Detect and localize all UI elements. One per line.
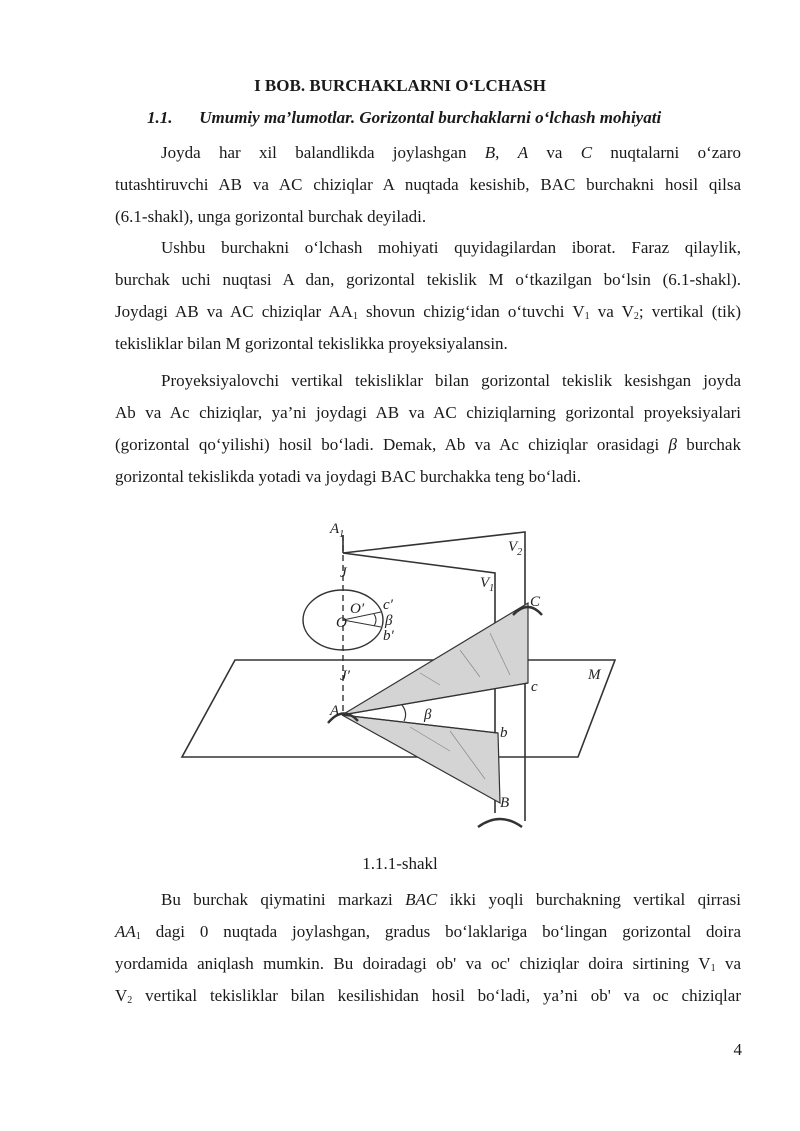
- label-a1: $A_1$: [330, 521, 345, 540]
- label-v1: $V_1$: [480, 575, 495, 594]
- paragraph-line: Ab va Ac chiziqlar, ya’ni joydagi AB va AC chiziqlarning gorizontal proyeksiyalari: [115, 403, 741, 422]
- paragraph-line: gorizontal tekislikda yotadi va joydagi BAC burchakka teng bo‘ladi.: [115, 467, 581, 486]
- beta-angle-arc: [402, 705, 406, 721]
- paragraph-2: [115, 232, 741, 360]
- label-c-lower: c: [531, 679, 538, 695]
- label-beta-bottom: β: [424, 707, 432, 723]
- paragraph-line: Joyda har xil balandlikda joylashgan B, A va C nuqtalarni o‘zaro: [161, 143, 741, 162]
- triangle-abb: [342, 715, 500, 803]
- label-o-prime: O′: [350, 601, 365, 617]
- label-j-prime: J′: [340, 668, 350, 684]
- circle-beta-arc: [374, 614, 376, 626]
- paragraph-line: Proyeksiyalovchi vertikal tekisliklar bilan gorizontal tekislik kesishgan joyda: [161, 371, 741, 390]
- figure-1-1-1: [170, 515, 620, 835]
- paragraph-line: $V_2$ vertikal tekisliklar bilan kesilishidan hosil bo‘ladi, ya’ni ob' va oc chiziqlar: [115, 986, 741, 1006]
- section-number: 1.1.: [147, 108, 173, 127]
- paragraph-line: Bu burchak qiymatini markazi BAC ikki yoqli burchakning vertikal qirrasi: [161, 890, 742, 909]
- figure-caption: 1.1.1-shakl: [362, 854, 438, 873]
- paragraph-line: $AA_1$ dagi 0 nuqtada joylashgan, gradus bo‘laklariga bo‘lingan gorizontal doira: [115, 922, 741, 942]
- paragraph-line: tekisliklar bilan M gorizontal tekislikka proyeksiyalansin.: [115, 334, 508, 353]
- paragraph-line: yordamida aniqlash mumkin. Bu doiradagi ob' va oc' chiziqlar doira sirtining $V_1$ va: [115, 954, 742, 974]
- triangle-acc: [342, 603, 528, 715]
- paragraph-line: (6.1-shakl), unga gorizontal burchak deyiladi.: [115, 207, 427, 226]
- label-j: J: [340, 565, 347, 581]
- paragraph-1: [115, 137, 741, 233]
- label-b: B: [500, 795, 510, 811]
- label-c: C: [530, 594, 541, 610]
- paragraph-line: Joydagi AB va AC chiziqlar $AA_1$ shovun chizig‘idan o‘tuvchi $V_1$ va $V_2$; vertikal (tik): [115, 302, 741, 322]
- paragraph-line: tutashtiruvchi AB va AC chiziqlar A nuqtada kesishib, BAC burchakni hosil qilsa: [115, 175, 741, 194]
- page-number: 4: [733, 1040, 742, 1059]
- paragraph-line: burchak uchi nuqtasi A dan, gorizontal tekislik M o‘tkazilgan bo‘lsin (6.1-shakl).: [115, 270, 741, 289]
- paragraph-line: Ushbu burchakni o‘lchash mohiyati quyidagilardan iborat. Faraz qilaylik,: [161, 238, 741, 257]
- label-b-lower: b: [500, 725, 508, 741]
- label-a: A: [330, 703, 340, 719]
- chapter-title: I BOB. BURCHAKLARNI O‘LCHASH: [254, 76, 546, 95]
- label-c-prime: c′: [383, 597, 393, 613]
- ground-symbol-b: [478, 819, 522, 827]
- paragraph-4: [115, 884, 741, 1012]
- section-title: Umumiy ma’lumotlar. Gorizontal burchaklarni o‘lchash mohiyati: [199, 108, 662, 127]
- paragraph-line: (gorizontal qo‘yilishi) hosil bo‘ladi. Demak, Ab va Ac chiziqlar orasidagi β burchak: [115, 435, 741, 454]
- label-v2: $V_2$: [508, 539, 523, 558]
- label-m: M: [588, 667, 601, 683]
- label-beta-top: β: [385, 613, 393, 629]
- label-o-small: O: [336, 615, 347, 631]
- paragraph-3: [115, 365, 741, 493]
- section-heading: [147, 108, 661, 128]
- label-b-prime: b′: [383, 628, 394, 644]
